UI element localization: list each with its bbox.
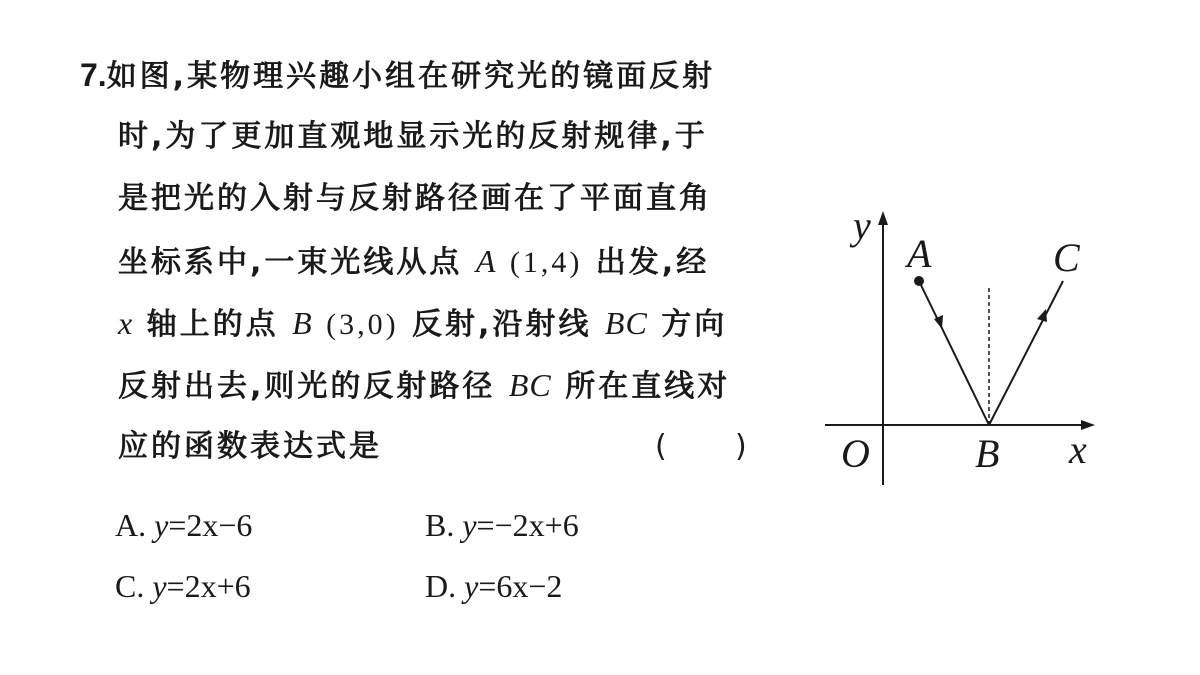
option-a-label: A. [115, 507, 147, 543]
option-a[interactable] [115, 505, 252, 545]
x-axis-symbol: x [118, 305, 134, 341]
question-text-5c: 方向 [661, 307, 728, 342]
option-d-expr: =6x−2 [478, 568, 563, 604]
option-b-label: B. [425, 507, 455, 543]
path-bc-symbol: BC [508, 367, 552, 403]
reflected-ray [989, 281, 1063, 425]
option-d[interactable] [425, 566, 562, 606]
question-text-4a: 坐标系中,一束光线从点 [118, 245, 463, 280]
x-axis-label: x [1069, 427, 1087, 472]
question-line-5 [118, 303, 727, 345]
origin-label: O [841, 431, 870, 476]
question-text-1: 如图,某物理兴趣小组在研究光的镜面反射 [106, 59, 716, 94]
point-a-coords: (1,4) [509, 246, 583, 279]
answer-paren-left: ( [655, 429, 667, 464]
incident-ray [919, 281, 989, 425]
question-text-2: 时,为了更加直观地显示光的反射规律,于 [118, 119, 708, 154]
question-text-5b: 反射,沿射线 [412, 307, 592, 342]
option-a-expr: =2x−6 [168, 507, 253, 543]
question-line-3 [118, 179, 712, 219]
question-text-5a: 轴上的点 [146, 307, 279, 342]
option-c-var: y [152, 568, 167, 604]
question-text-4b: 出发,经 [595, 245, 710, 280]
answer-paren-right: ) [735, 429, 747, 464]
point-c-label: C [1053, 235, 1080, 280]
option-b[interactable] [425, 505, 579, 545]
option-c-expr: =2x+6 [166, 568, 251, 604]
question-text-6a: 反射出去,则光的反射路径 [118, 369, 496, 404]
question-line-4 [118, 241, 709, 283]
point-b-symbol: B [292, 305, 313, 341]
option-b-expr: =−2x+6 [476, 507, 579, 543]
question-text-7: 应的函数表达式是 [118, 429, 382, 464]
question-line-7 [118, 427, 382, 467]
point-b-coords: (3,0) [326, 308, 399, 341]
option-b-var: y [462, 507, 477, 543]
point-a-symbol: A [475, 243, 497, 279]
question-line-2 [118, 117, 708, 157]
option-d-label: D. [425, 568, 457, 604]
point-a-label: A [907, 231, 932, 276]
question-line-6 [118, 365, 730, 407]
y-axis-label: y [853, 203, 871, 248]
point-a-dot [914, 276, 924, 286]
question-text-6b: 所在直线对 [565, 369, 731, 404]
option-c[interactable] [115, 566, 251, 606]
incident-arrow [934, 315, 943, 329]
option-c-label: C. [115, 568, 145, 604]
y-axis-arrow [878, 211, 888, 225]
reflection-figure [815, 195, 1105, 495]
point-b-label: B [975, 431, 1000, 476]
reflected-arrow [1037, 309, 1047, 322]
question-text-3: 是把光的入射与反射路径画在了平面直角 [118, 181, 712, 216]
ray-bc-symbol: BC [604, 305, 648, 341]
question-line-1 [80, 55, 715, 97]
coordinate-diagram [815, 195, 1105, 495]
option-d-var: y [464, 568, 479, 604]
question-number: 7. [80, 57, 107, 93]
option-a-var: y [154, 507, 169, 543]
